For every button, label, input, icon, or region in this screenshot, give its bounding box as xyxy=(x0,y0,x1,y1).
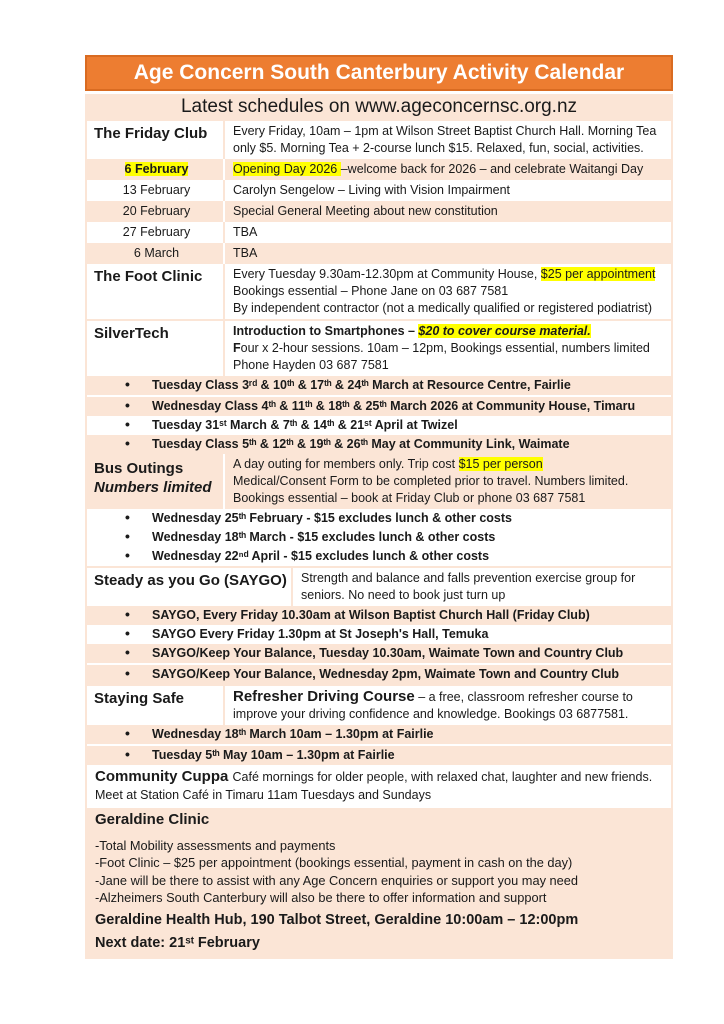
saygo-session-list xyxy=(87,606,671,684)
date-cell: 27 February xyxy=(122,225,191,240)
list-item: • Tuesday Class 3ʳᵈ & 10ᵗʰ & 17ᵗʰ & 24ᵗʰ March at Resource Centre, Fairlie xyxy=(87,376,671,395)
table-row-saygo xyxy=(87,566,671,606)
saygo-description: Strength and balance and falls prevention exercise group for seniors. No need to book just turn up xyxy=(291,568,671,606)
staying-safe-session-list xyxy=(87,725,671,765)
table-row-foot-clinic xyxy=(87,264,671,319)
table-row-date xyxy=(87,159,671,180)
text-line: Bookings essential – book at Friday Club or phone 03 687 7581 xyxy=(233,491,586,506)
page-title: Age Concern South Canterbury Activity Calendar xyxy=(85,55,673,91)
section-label-friday-club: The Friday Club xyxy=(94,125,208,143)
text-line: -Total Mobility assessments and payments xyxy=(95,837,336,853)
date-cell: 6 February xyxy=(124,162,189,177)
table-row-date xyxy=(87,243,671,264)
geraldine-venue: Geraldine Health Hub, 190 Talbot Street, Geraldine 10:00am – 12:00pm xyxy=(95,911,579,928)
text-line: -Foot Clinic – $25 per appointment (bookings essential, payment in cash on the day) xyxy=(95,855,573,871)
silvertech-class-list xyxy=(87,376,671,454)
date-cell: 13 February xyxy=(122,183,191,198)
list-item: • Wednesday 18ᵗʰ March 10am – 1.30pm at Fairlie xyxy=(87,725,671,744)
website-url-text: Latest schedules on www.ageconcernsc.org.nz xyxy=(85,94,673,121)
table-row-silvertech xyxy=(87,319,671,376)
event-cell: TBA xyxy=(223,222,671,243)
table-row-date xyxy=(87,180,671,201)
text-line: Bookings essential – Phone Jane on 03 687 7581 xyxy=(233,284,509,299)
list-item: • SAYGO/Keep Your Balance, Wednesday 2pm, Waimate Town and Country Club xyxy=(87,663,671,684)
section-label-bus-outings: Bus Outings Numbers limited xyxy=(87,454,223,509)
list-item: • Wednesday 22ⁿᵈ April - $15 excludes lunch & other costs xyxy=(87,547,671,566)
event-cell: Carolyn Sengelow – Living with Vision Impairment xyxy=(223,180,671,201)
list-item: • SAYGO, Every Friday 10.30am at Wilson Baptist Church Hall (Friday Club) xyxy=(87,606,671,625)
list-item: • Wednesday 18ᵗʰ March - $15 excludes lunch & other costs xyxy=(87,528,671,547)
text-line: Every Tuesday 9.30am-12.30pm at Community House, $25 per appointment xyxy=(233,267,656,282)
friday-club-description: Every Friday, 10am – 1pm at Wilson Street Baptist Church Hall. Morning Tea only $5. Morning Tea + 2-course lunch $15. Relaxed, fun, social, activities. xyxy=(223,121,671,159)
text-line: Introduction to Smartphones – $20 to cover course material. xyxy=(233,324,591,339)
section-label-foot-clinic: The Foot Clinic xyxy=(94,268,203,286)
text-line: By independent contractor (not a medically qualified or registered podiatrist) xyxy=(233,301,652,316)
list-item: • Tuesday 5ᵗʰ May 10am – 1.30pm at Fairlie xyxy=(87,744,671,765)
text-line: Phone Hayden 03 687 7581 xyxy=(233,358,389,373)
list-item: • SAYGO Every Friday 1.30pm at St Joseph's Hall, Temuka xyxy=(87,625,671,644)
bus-outings-trip-list xyxy=(87,509,671,566)
document-body xyxy=(85,55,673,959)
text-line: Medical/Consent Form to be completed prior to travel. Numbers limited. xyxy=(233,474,629,489)
table-row-bus-outings xyxy=(87,454,671,509)
silvertech-details xyxy=(223,321,671,376)
table-row-friday-club xyxy=(87,121,671,159)
table-row-date xyxy=(87,201,671,222)
event-cell: TBA xyxy=(223,243,671,264)
section-label-silvertech: SilverTech xyxy=(94,325,169,343)
date-cell: 20 February xyxy=(122,204,191,219)
section-community-cuppa: Community Cuppa Café mornings for older people, with relaxed chat, laughter and new friends. Meet at Station Café in Timaru 11am Tuesdays and Sundays xyxy=(87,765,671,808)
list-item: • Wednesday 25ᵗʰ February - $15 excludes lunch & other costs xyxy=(87,509,671,528)
foot-clinic-details xyxy=(223,264,671,319)
numbers-limited-note: Numbers limited xyxy=(94,479,212,497)
list-item: • Wednesday Class 4ᵗʰ & 11ᵗʰ & 18ᵗʰ & 25ᵗʰ March 2026 at Community House, Timaru xyxy=(87,395,671,416)
table-row-staying-safe xyxy=(87,684,671,725)
text-line: -Alzheimers South Canterbury will also be there to offer information and support xyxy=(95,890,547,906)
text-line: -Jane will be there to assist with any Age Concern enquiries or support you may need xyxy=(95,872,578,888)
section-label-staying-safe: Staying Safe xyxy=(94,690,185,708)
event-cell: Special General Meeting about new constitution xyxy=(223,201,671,222)
text-line: Four x 2-hour sessions. 10am – 12pm, Bookings essential, numbers limited xyxy=(233,341,650,356)
geraldine-next-date: Next date: 21ˢᵗ February xyxy=(95,934,260,951)
section-label-saygo: Steady as you Go (SAYGO) xyxy=(94,572,287,590)
bus-outings-details xyxy=(223,454,671,509)
list-item: • Tuesday Class 5ᵗʰ & 12ᵗʰ & 19ᵗʰ & 26ᵗʰ May at Community Link, Waimate xyxy=(87,435,671,454)
list-item: • SAYGO/Keep Your Balance, Tuesday 10.30am, Waimate Town and Country Club xyxy=(87,644,671,663)
event-cell: Opening Day 2026 –welcome back for 2026 – and celebrate Waitangi Day xyxy=(223,159,671,180)
text-line: A day outing for members only. Trip cost $15 per person xyxy=(233,457,543,472)
list-item: • Tuesday 31ˢᵗ March & 7ᵗʰ & 14ᵗʰ & 21ˢᵗ April at Twizel xyxy=(87,416,671,435)
section-geraldine-clinic xyxy=(87,808,671,957)
date-cell: 6 March xyxy=(133,246,180,261)
table-row-date xyxy=(87,222,671,243)
calendar-table xyxy=(85,121,673,959)
staying-safe-details: Refresher Driving Course – a free, classroom refresher course to improve your driving confidence and knowledge. Bookings 03 6877581. xyxy=(223,686,671,725)
geraldine-clinic-title: Geraldine Clinic xyxy=(95,811,210,829)
